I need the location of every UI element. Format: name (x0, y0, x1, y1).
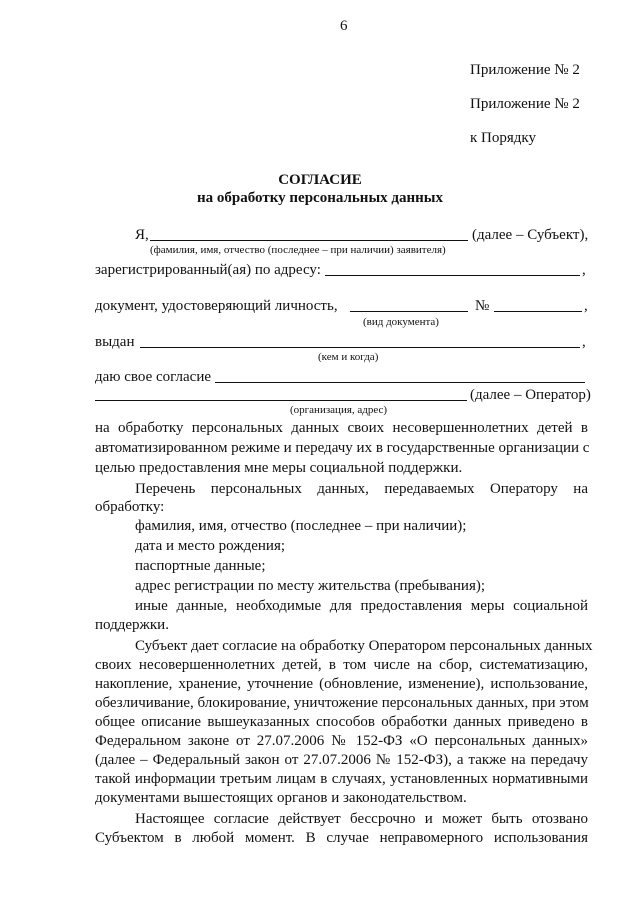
attachment-line-3: к Порядку (470, 130, 536, 146)
attachment-line-2: Приложение № 2 (470, 96, 580, 112)
operator-field-2[interactable] (95, 386, 467, 401)
consent-label: даю свое согласие (95, 369, 212, 385)
attachment-line-1: Приложение № 2 (470, 62, 580, 78)
fio-field[interactable] (150, 226, 468, 241)
doc-number-field[interactable] (494, 297, 582, 312)
para1-line2: автоматизированном режиме и передачу их в государственные организации с (95, 440, 590, 456)
comma-2: , (584, 298, 588, 314)
list-item-cont: поддержки. (95, 617, 169, 633)
document-subtitle: на обработку персональных данных (197, 190, 443, 206)
list-item: фамилия, имя, отчество (последнее – при наличии); (135, 518, 467, 534)
para3-line: общее описание вышеуказанных способов обработки данных приведено в (95, 714, 588, 730)
para1-line3: целью предоставления мне меры социальной поддержки. (95, 460, 463, 476)
para3-line: своих несовершеннолетних детей, в том числе на сбор, систематизацию, (95, 657, 588, 673)
para3-line: (далее – Федеральный закон от 27.07.2006 № 152-ФЗ), а также на передачу (95, 752, 588, 768)
doc-type-field[interactable] (350, 297, 468, 312)
issued-label: выдан (95, 334, 135, 350)
list-item: дата и место рождения; (135, 538, 286, 554)
list-item: паспортные данные; (135, 558, 266, 574)
issued-hint: (кем и когда) (318, 351, 379, 363)
issued-field[interactable] (140, 333, 580, 348)
para2-line1: Перечень персональных данных, передаваемых Оператору на (135, 481, 588, 497)
para4-line2: Субъектом в любой момент. В случае неправомерного использования (95, 830, 588, 846)
list-item: адрес регистрации по месту жительства (пребывания); (135, 578, 486, 594)
comma-3: , (582, 334, 586, 350)
document-title: СОГЛАСИЕ (278, 172, 362, 188)
operator-suffix: (далее – Оператор) (470, 387, 591, 403)
list-item: иные данные, необходимые для предоставления меры социальной (135, 598, 588, 614)
address-field[interactable] (325, 261, 580, 276)
doc-no-label: № (475, 298, 490, 314)
para3-line: документами вышестоящих органов и законодательством. (95, 790, 467, 806)
page-number: 6 (340, 18, 348, 34)
fio-hint: (фамилия, имя, отчество (последнее – при наличии) заявителя) (150, 244, 446, 256)
para4-line1: Настоящее согласие действует бессрочно и может быть отозвано (135, 811, 588, 827)
para2-line2: обработку: (95, 499, 165, 515)
para3-line: Федеральном законе от 27.07.2006 № 152-ФЗ «О персональных данных» (95, 733, 588, 749)
subject-suffix: (далее – Субъект), (472, 227, 589, 243)
para3-line: такой информации третьим лицам в случаях, установленных нормативными (95, 771, 588, 787)
para3-line: накопление, хранение, уточнение (обновление, изменение), использование, (95, 676, 588, 692)
para3-line: Субъект дает согласие на обработку Оператором персональных данных (135, 638, 593, 654)
doc-hint: (вид документа) (363, 316, 439, 328)
org-hint: (организация, адрес) (290, 404, 388, 416)
operator-field-1[interactable] (215, 368, 585, 383)
para1-line1: на обработку персональных данных своих несовершеннолетних детей в (95, 420, 588, 436)
comma-1: , (582, 262, 586, 278)
para3-line: обезличивание, блокирование, уничтожение персональных данных, при этом (95, 695, 589, 711)
registered-label: зарегистрированный(ая) по адресу: (95, 262, 321, 278)
ya-label: Я, (135, 227, 149, 243)
doc-label: документ, удостоверяющий личность, (95, 298, 338, 314)
